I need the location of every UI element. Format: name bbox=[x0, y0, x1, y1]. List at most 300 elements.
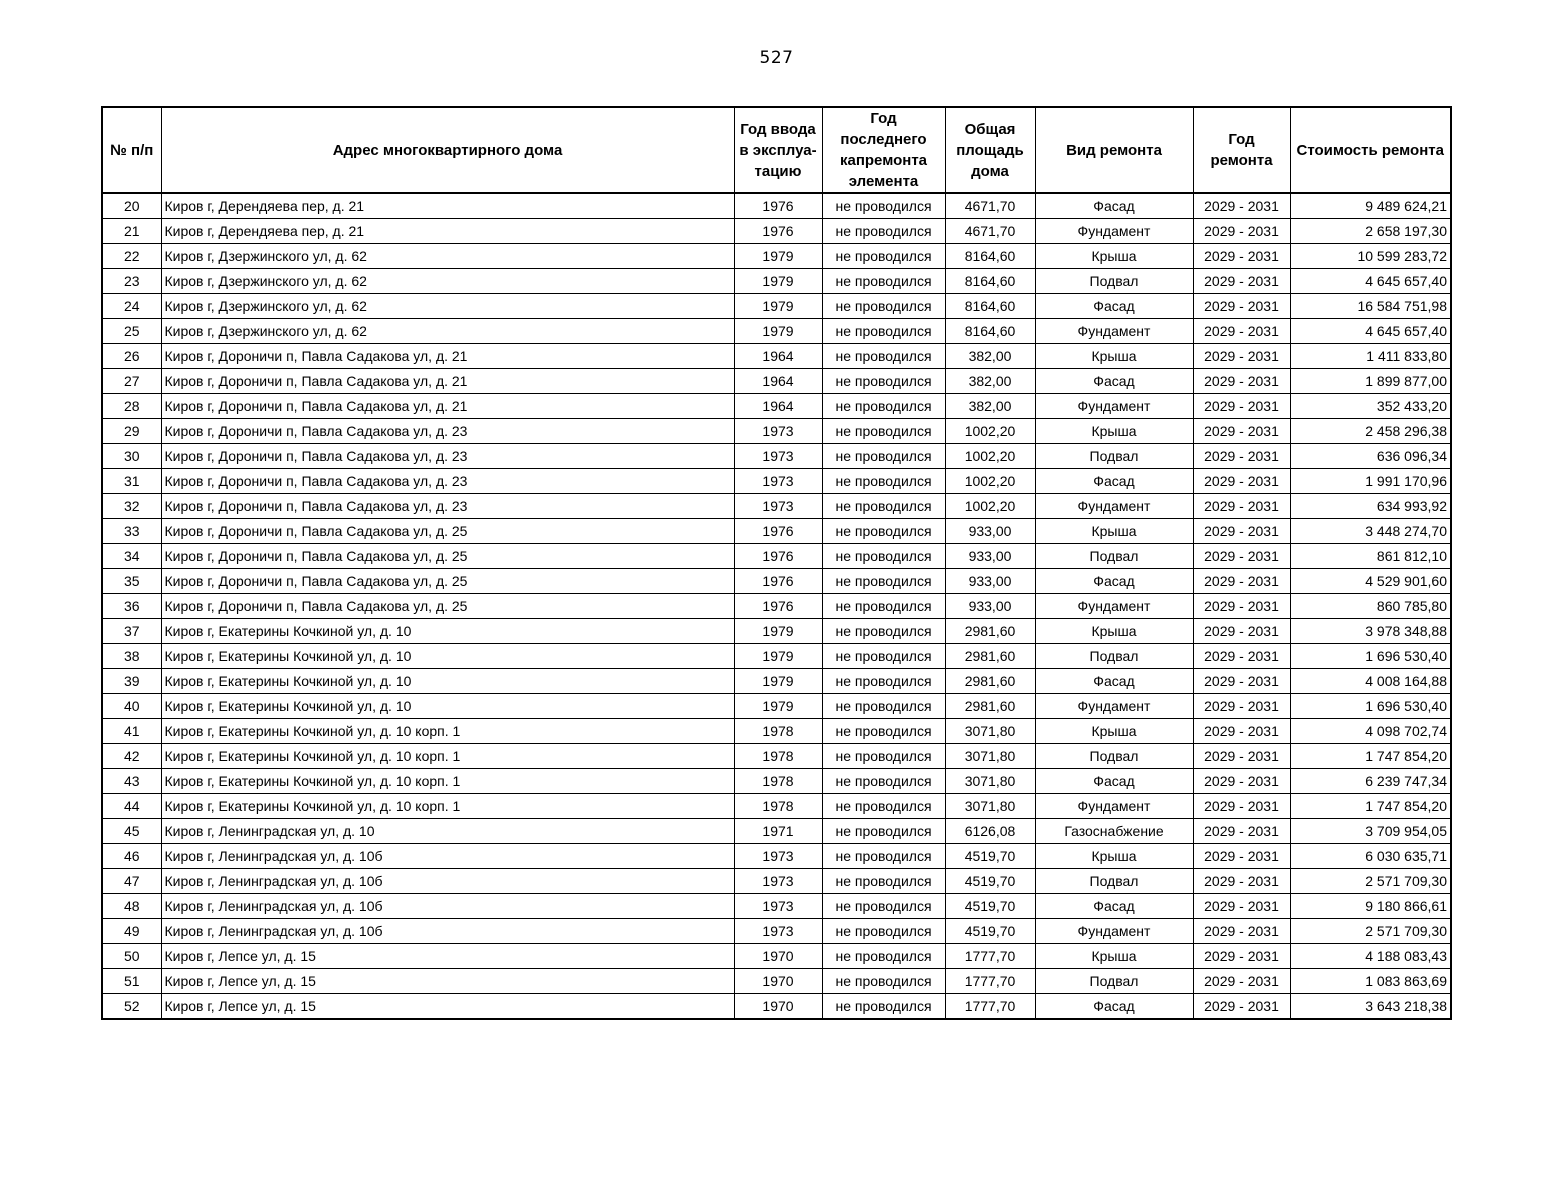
cell-last-repair: не проводился bbox=[822, 219, 945, 244]
cell-num: 51 bbox=[102, 969, 161, 994]
cell-address: Киров г, Дзержинского ул, д. 62 bbox=[161, 269, 734, 294]
cell-repair-type: Подвал bbox=[1035, 869, 1193, 894]
page-number: 527 bbox=[759, 48, 794, 68]
cell-repair-period: 2029 - 2031 bbox=[1193, 844, 1290, 869]
cell-address: Киров г, Екатерины Кочкиной ул, д. 10 bbox=[161, 669, 734, 694]
table-body bbox=[102, 193, 1451, 1019]
cell-repair-type: Крыша bbox=[1035, 344, 1193, 369]
header-num: № п/п bbox=[102, 107, 161, 193]
cell-num: 31 bbox=[102, 469, 161, 494]
cell-cost: 4 188 083,43 bbox=[1290, 944, 1451, 969]
cell-area: 1002,20 bbox=[945, 444, 1035, 469]
cell-num: 46 bbox=[102, 844, 161, 869]
cell-address: Киров г, Екатерины Кочкиной ул, д. 10 bbox=[161, 694, 734, 719]
cell-area: 382,00 bbox=[945, 394, 1035, 419]
cell-cost: 4 098 702,74 bbox=[1290, 719, 1451, 744]
cell-cost: 1 696 530,40 bbox=[1290, 644, 1451, 669]
cell-repair-period: 2029 - 2031 bbox=[1193, 894, 1290, 919]
cell-last-repair: не проводился bbox=[822, 244, 945, 269]
cell-last-repair: не проводился bbox=[822, 319, 945, 344]
table-row bbox=[102, 344, 1451, 369]
cell-year-built: 1978 bbox=[734, 719, 822, 744]
table-row bbox=[102, 719, 1451, 744]
cell-repair-period: 2029 - 2031 bbox=[1193, 344, 1290, 369]
cell-repair-period: 2029 - 2031 bbox=[1193, 944, 1290, 969]
cell-area: 382,00 bbox=[945, 369, 1035, 394]
cell-repair-period: 2029 - 2031 bbox=[1193, 969, 1290, 994]
cell-area: 2981,60 bbox=[945, 619, 1035, 644]
cell-area: 1777,70 bbox=[945, 944, 1035, 969]
cell-address: Киров г, Дороничи п, Павла Садакова ул, д. 25 bbox=[161, 569, 734, 594]
table-row bbox=[102, 744, 1451, 769]
cell-area: 6126,08 bbox=[945, 819, 1035, 844]
table-row bbox=[102, 494, 1451, 519]
cell-repair-type: Подвал bbox=[1035, 444, 1193, 469]
cell-repair-type: Фундамент bbox=[1035, 694, 1193, 719]
cell-repair-period: 2029 - 2031 bbox=[1193, 494, 1290, 519]
table-row bbox=[102, 369, 1451, 394]
table-row bbox=[102, 193, 1451, 219]
cell-repair-type: Фундамент bbox=[1035, 594, 1193, 619]
cell-num: 34 bbox=[102, 544, 161, 569]
cell-area: 933,00 bbox=[945, 544, 1035, 569]
cell-year-built: 1973 bbox=[734, 469, 822, 494]
cell-cost: 9 489 624,21 bbox=[1290, 193, 1451, 219]
cell-year-built: 1978 bbox=[734, 744, 822, 769]
cell-repair-period: 2029 - 2031 bbox=[1193, 769, 1290, 794]
cell-last-repair: не проводился bbox=[822, 419, 945, 444]
cell-last-repair: не проводился bbox=[822, 644, 945, 669]
cell-repair-type: Газоснабжение bbox=[1035, 819, 1193, 844]
cell-area: 1002,20 bbox=[945, 494, 1035, 519]
cell-cost: 4 529 901,60 bbox=[1290, 569, 1451, 594]
cell-num: 43 bbox=[102, 769, 161, 794]
cell-cost: 3 643 218,38 bbox=[1290, 994, 1451, 1020]
cell-repair-period: 2029 - 2031 bbox=[1193, 594, 1290, 619]
cell-repair-period: 2029 - 2031 bbox=[1193, 544, 1290, 569]
cell-repair-type: Фундамент bbox=[1035, 219, 1193, 244]
cell-repair-type: Крыша bbox=[1035, 619, 1193, 644]
cell-cost: 636 096,34 bbox=[1290, 444, 1451, 469]
cell-address: Киров г, Екатерины Кочкиной ул, д. 10 корп. 1 bbox=[161, 744, 734, 769]
cell-num: 23 bbox=[102, 269, 161, 294]
header-cost: Стоимость ремонта bbox=[1290, 107, 1451, 193]
cell-year-built: 1979 bbox=[734, 694, 822, 719]
cell-num: 32 bbox=[102, 494, 161, 519]
cell-last-repair: не проводился bbox=[822, 719, 945, 744]
cell-cost: 6 030 635,71 bbox=[1290, 844, 1451, 869]
cell-cost: 2 571 709,30 bbox=[1290, 919, 1451, 944]
cell-repair-type: Крыша bbox=[1035, 244, 1193, 269]
cell-cost: 16 584 751,98 bbox=[1290, 294, 1451, 319]
cell-last-repair: не проводился bbox=[822, 844, 945, 869]
cell-area: 1002,20 bbox=[945, 469, 1035, 494]
cell-repair-period: 2029 - 2031 bbox=[1193, 619, 1290, 644]
cell-repair-period: 2029 - 2031 bbox=[1193, 919, 1290, 944]
cell-area: 4519,70 bbox=[945, 844, 1035, 869]
cell-repair-type: Подвал bbox=[1035, 544, 1193, 569]
cell-address: Киров г, Ленинградская ул, д. 10б bbox=[161, 919, 734, 944]
cell-address: Киров г, Дороничи п, Павла Садакова ул, д. 25 bbox=[161, 544, 734, 569]
table-row bbox=[102, 669, 1451, 694]
cell-repair-period: 2029 - 2031 bbox=[1193, 419, 1290, 444]
header-repair-period: Год ремонта bbox=[1193, 107, 1290, 193]
cell-last-repair: не проводился bbox=[822, 444, 945, 469]
cell-num: 36 bbox=[102, 594, 161, 619]
cell-num: 47 bbox=[102, 869, 161, 894]
cell-address: Киров г, Екатерины Кочкиной ул, д. 10 корп. 1 bbox=[161, 769, 734, 794]
cell-year-built: 1970 bbox=[734, 969, 822, 994]
cell-repair-type: Подвал bbox=[1035, 269, 1193, 294]
cell-last-repair: не проводился bbox=[822, 994, 945, 1020]
cell-area: 1777,70 bbox=[945, 994, 1035, 1020]
cell-year-built: 1979 bbox=[734, 244, 822, 269]
cell-repair-type: Фундамент bbox=[1035, 919, 1193, 944]
cell-cost: 2 658 197,30 bbox=[1290, 219, 1451, 244]
repair-register-table bbox=[101, 106, 1452, 1020]
cell-year-built: 1964 bbox=[734, 369, 822, 394]
cell-last-repair: не проводился bbox=[822, 919, 945, 944]
cell-repair-period: 2029 - 2031 bbox=[1193, 219, 1290, 244]
cell-num: 52 bbox=[102, 994, 161, 1020]
cell-last-repair: не проводился bbox=[822, 569, 945, 594]
cell-year-built: 1973 bbox=[734, 419, 822, 444]
table-row bbox=[102, 844, 1451, 869]
cell-repair-period: 2029 - 2031 bbox=[1193, 694, 1290, 719]
cell-area: 2981,60 bbox=[945, 669, 1035, 694]
cell-address: Киров г, Ленинградская ул, д. 10б bbox=[161, 869, 734, 894]
cell-repair-period: 2029 - 2031 bbox=[1193, 394, 1290, 419]
cell-area: 3071,80 bbox=[945, 744, 1035, 769]
cell-address: Киров г, Лепсе ул, д. 15 bbox=[161, 944, 734, 969]
cell-last-repair: не проводился bbox=[822, 894, 945, 919]
cell-address: Киров г, Лепсе ул, д. 15 bbox=[161, 969, 734, 994]
cell-area: 4519,70 bbox=[945, 869, 1035, 894]
cell-year-built: 1976 bbox=[734, 544, 822, 569]
cell-num: 27 bbox=[102, 369, 161, 394]
cell-repair-type: Фундамент bbox=[1035, 319, 1193, 344]
cell-num: 49 bbox=[102, 919, 161, 944]
cell-num: 28 bbox=[102, 394, 161, 419]
cell-cost: 861 812,10 bbox=[1290, 544, 1451, 569]
table-row bbox=[102, 819, 1451, 844]
cell-area: 2981,60 bbox=[945, 644, 1035, 669]
cell-last-repair: не проводился bbox=[822, 344, 945, 369]
cell-num: 26 bbox=[102, 344, 161, 369]
cell-num: 40 bbox=[102, 694, 161, 719]
cell-cost: 3 448 274,70 bbox=[1290, 519, 1451, 544]
cell-last-repair: не проводился bbox=[822, 469, 945, 494]
table-row bbox=[102, 594, 1451, 619]
cell-repair-period: 2029 - 2031 bbox=[1193, 294, 1290, 319]
cell-year-built: 1976 bbox=[734, 569, 822, 594]
cell-address: Киров г, Дороничи п, Павла Садакова ул, д. 23 bbox=[161, 469, 734, 494]
cell-address: Киров г, Ленинградская ул, д. 10 bbox=[161, 819, 734, 844]
cell-address: Киров г, Дерендяева пер, д. 21 bbox=[161, 193, 734, 219]
cell-year-built: 1976 bbox=[734, 519, 822, 544]
cell-repair-period: 2029 - 2031 bbox=[1193, 744, 1290, 769]
cell-last-repair: не проводился bbox=[822, 619, 945, 644]
table-row bbox=[102, 619, 1451, 644]
table-row bbox=[102, 319, 1451, 344]
cell-last-repair: не проводился bbox=[822, 494, 945, 519]
cell-repair-type: Крыша bbox=[1035, 419, 1193, 444]
cell-year-built: 1970 bbox=[734, 944, 822, 969]
cell-area: 4671,70 bbox=[945, 219, 1035, 244]
cell-year-built: 1979 bbox=[734, 619, 822, 644]
cell-last-repair: не проводился bbox=[822, 794, 945, 819]
cell-year-built: 1973 bbox=[734, 894, 822, 919]
cell-repair-type: Фасад bbox=[1035, 769, 1193, 794]
cell-last-repair: не проводился bbox=[822, 594, 945, 619]
cell-repair-period: 2029 - 2031 bbox=[1193, 193, 1290, 219]
header-last-repair: Год последнего капремонта элемента bbox=[822, 107, 945, 193]
cell-cost: 352 433,20 bbox=[1290, 394, 1451, 419]
cell-num: 38 bbox=[102, 644, 161, 669]
table-row bbox=[102, 544, 1451, 569]
cell-year-built: 1979 bbox=[734, 319, 822, 344]
cell-address: Киров г, Дороничи п, Павла Садакова ул, д. 23 bbox=[161, 494, 734, 519]
table-row bbox=[102, 519, 1451, 544]
cell-year-built: 1978 bbox=[734, 794, 822, 819]
cell-year-built: 1973 bbox=[734, 919, 822, 944]
cell-repair-type: Фасад bbox=[1035, 294, 1193, 319]
cell-repair-type: Фундамент bbox=[1035, 394, 1193, 419]
table-row bbox=[102, 769, 1451, 794]
table-header bbox=[102, 107, 1451, 193]
cell-num: 39 bbox=[102, 669, 161, 694]
cell-year-built: 1973 bbox=[734, 869, 822, 894]
cell-last-repair: не проводился bbox=[822, 944, 945, 969]
table-row bbox=[102, 469, 1451, 494]
cell-area: 1002,20 bbox=[945, 419, 1035, 444]
table-row bbox=[102, 894, 1451, 919]
table-row bbox=[102, 569, 1451, 594]
cell-address: Киров г, Дороничи п, Павла Садакова ул, д. 23 bbox=[161, 419, 734, 444]
cell-last-repair: не проводился bbox=[822, 519, 945, 544]
cell-area: 382,00 bbox=[945, 344, 1035, 369]
cell-cost: 4 645 657,40 bbox=[1290, 319, 1451, 344]
table-row bbox=[102, 419, 1451, 444]
cell-address: Киров г, Екатерины Кочкиной ул, д. 10 bbox=[161, 619, 734, 644]
cell-num: 50 bbox=[102, 944, 161, 969]
cell-area: 2981,60 bbox=[945, 694, 1035, 719]
cell-cost: 10 599 283,72 bbox=[1290, 244, 1451, 269]
cell-repair-period: 2029 - 2031 bbox=[1193, 644, 1290, 669]
cell-repair-type: Крыша bbox=[1035, 719, 1193, 744]
cell-cost: 4 645 657,40 bbox=[1290, 269, 1451, 294]
cell-repair-type: Фундамент bbox=[1035, 794, 1193, 819]
cell-address: Киров г, Екатерины Кочкиной ул, д. 10 корп. 1 bbox=[161, 719, 734, 744]
cell-repair-type: Фасад bbox=[1035, 369, 1193, 394]
table-row bbox=[102, 269, 1451, 294]
cell-last-repair: не проводился bbox=[822, 193, 945, 219]
cell-year-built: 1970 bbox=[734, 994, 822, 1020]
cell-year-built: 1973 bbox=[734, 444, 822, 469]
cell-address: Киров г, Дзержинского ул, д. 62 bbox=[161, 244, 734, 269]
table-row bbox=[102, 444, 1451, 469]
cell-repair-period: 2029 - 2031 bbox=[1193, 569, 1290, 594]
cell-year-built: 1978 bbox=[734, 769, 822, 794]
cell-repair-period: 2029 - 2031 bbox=[1193, 794, 1290, 819]
cell-repair-type: Фундамент bbox=[1035, 494, 1193, 519]
cell-last-repair: не проводился bbox=[822, 969, 945, 994]
cell-year-built: 1979 bbox=[734, 669, 822, 694]
cell-num: 41 bbox=[102, 719, 161, 744]
cell-num: 29 bbox=[102, 419, 161, 444]
cell-area: 3071,80 bbox=[945, 769, 1035, 794]
cell-num: 21 bbox=[102, 219, 161, 244]
cell-address: Киров г, Ленинградская ул, д. 10б bbox=[161, 894, 734, 919]
cell-last-repair: не проводился bbox=[822, 269, 945, 294]
table-row bbox=[102, 694, 1451, 719]
cell-address: Киров г, Екатерины Кочкиной ул, д. 10 bbox=[161, 644, 734, 669]
header-row bbox=[102, 107, 1451, 193]
cell-cost: 1 747 854,20 bbox=[1290, 794, 1451, 819]
cell-repair-type: Подвал bbox=[1035, 969, 1193, 994]
cell-cost: 1 696 530,40 bbox=[1290, 694, 1451, 719]
cell-year-built: 1979 bbox=[734, 269, 822, 294]
cell-cost: 634 993,92 bbox=[1290, 494, 1451, 519]
cell-repair-type: Фасад bbox=[1035, 193, 1193, 219]
cell-cost: 9 180 866,61 bbox=[1290, 894, 1451, 919]
table-row bbox=[102, 394, 1451, 419]
cell-repair-period: 2029 - 2031 bbox=[1193, 369, 1290, 394]
cell-address: Киров г, Дороничи п, Павла Садакова ул, д. 21 bbox=[161, 394, 734, 419]
cell-num: 42 bbox=[102, 744, 161, 769]
cell-num: 48 bbox=[102, 894, 161, 919]
cell-repair-period: 2029 - 2031 bbox=[1193, 269, 1290, 294]
cell-last-repair: не проводился bbox=[822, 744, 945, 769]
cell-cost: 1 411 833,80 bbox=[1290, 344, 1451, 369]
cell-repair-type: Подвал bbox=[1035, 644, 1193, 669]
table-row bbox=[102, 794, 1451, 819]
cell-num: 24 bbox=[102, 294, 161, 319]
cell-cost: 860 785,80 bbox=[1290, 594, 1451, 619]
cell-area: 8164,60 bbox=[945, 294, 1035, 319]
cell-repair-period: 2029 - 2031 bbox=[1193, 319, 1290, 344]
table-row bbox=[102, 969, 1451, 994]
cell-last-repair: не проводился bbox=[822, 544, 945, 569]
cell-cost: 6 239 747,34 bbox=[1290, 769, 1451, 794]
cell-num: 35 bbox=[102, 569, 161, 594]
table-row bbox=[102, 994, 1451, 1020]
table-row bbox=[102, 869, 1451, 894]
cell-cost: 1 083 863,69 bbox=[1290, 969, 1451, 994]
cell-num: 20 bbox=[102, 193, 161, 219]
cell-area: 933,00 bbox=[945, 569, 1035, 594]
cell-last-repair: не проводился bbox=[822, 869, 945, 894]
cell-address: Киров г, Дзержинского ул, д. 62 bbox=[161, 294, 734, 319]
cell-address: Киров г, Ленинградская ул, д. 10б bbox=[161, 844, 734, 869]
cell-area: 4519,70 bbox=[945, 894, 1035, 919]
cell-year-built: 1976 bbox=[734, 594, 822, 619]
cell-cost: 1 899 877,00 bbox=[1290, 369, 1451, 394]
header-area: Общая площадь дома bbox=[945, 107, 1035, 193]
cell-year-built: 1979 bbox=[734, 294, 822, 319]
cell-area: 3071,80 bbox=[945, 719, 1035, 744]
cell-address: Киров г, Дороничи п, Павла Садакова ул, д. 21 bbox=[161, 369, 734, 394]
cell-address: Киров г, Дзержинского ул, д. 62 bbox=[161, 319, 734, 344]
cell-cost: 2 571 709,30 bbox=[1290, 869, 1451, 894]
cell-year-built: 1964 bbox=[734, 394, 822, 419]
cell-num: 25 bbox=[102, 319, 161, 344]
table-row bbox=[102, 944, 1451, 969]
cell-last-repair: не проводился bbox=[822, 669, 945, 694]
cell-cost: 3 978 348,88 bbox=[1290, 619, 1451, 644]
cell-last-repair: не проводился bbox=[822, 694, 945, 719]
cell-year-built: 1973 bbox=[734, 494, 822, 519]
cell-num: 37 bbox=[102, 619, 161, 644]
cell-repair-period: 2029 - 2031 bbox=[1193, 669, 1290, 694]
cell-year-built: 1976 bbox=[734, 219, 822, 244]
cell-repair-type: Подвал bbox=[1035, 744, 1193, 769]
header-repair-type: Вид ремонта bbox=[1035, 107, 1193, 193]
cell-area: 4519,70 bbox=[945, 919, 1035, 944]
cell-last-repair: не проводился bbox=[822, 769, 945, 794]
cell-area: 933,00 bbox=[945, 519, 1035, 544]
cell-repair-period: 2029 - 2031 bbox=[1193, 469, 1290, 494]
cell-repair-type: Фасад bbox=[1035, 569, 1193, 594]
cell-cost: 2 458 296,38 bbox=[1290, 419, 1451, 444]
header-year-built: Год ввода в эксплуа-тацию bbox=[734, 107, 822, 193]
table-row bbox=[102, 294, 1451, 319]
cell-area: 933,00 bbox=[945, 594, 1035, 619]
cell-year-built: 1971 bbox=[734, 819, 822, 844]
cell-repair-period: 2029 - 2031 bbox=[1193, 869, 1290, 894]
cell-area: 1777,70 bbox=[945, 969, 1035, 994]
cell-repair-type: Крыша bbox=[1035, 844, 1193, 869]
cell-num: 33 bbox=[102, 519, 161, 544]
cell-last-repair: не проводился bbox=[822, 394, 945, 419]
cell-repair-type: Фасад bbox=[1035, 894, 1193, 919]
cell-num: 22 bbox=[102, 244, 161, 269]
cell-year-built: 1973 bbox=[734, 844, 822, 869]
cell-area: 8164,60 bbox=[945, 269, 1035, 294]
header-address: Адрес многоквартирного дома bbox=[161, 107, 734, 193]
cell-address: Киров г, Дороничи п, Павла Садакова ул, д. 25 bbox=[161, 519, 734, 544]
cell-cost: 3 709 954,05 bbox=[1290, 819, 1451, 844]
cell-repair-type: Фасад bbox=[1035, 669, 1193, 694]
cell-last-repair: не проводился bbox=[822, 369, 945, 394]
cell-repair-period: 2029 - 2031 bbox=[1193, 819, 1290, 844]
cell-repair-type: Крыша bbox=[1035, 944, 1193, 969]
cell-repair-period: 2029 - 2031 bbox=[1193, 444, 1290, 469]
cell-year-built: 1979 bbox=[734, 644, 822, 669]
table-row bbox=[102, 644, 1451, 669]
cell-area: 4671,70 bbox=[945, 193, 1035, 219]
cell-area: 8164,60 bbox=[945, 319, 1035, 344]
cell-address: Киров г, Екатерины Кочкиной ул, д. 10 корп. 1 bbox=[161, 794, 734, 819]
cell-num: 44 bbox=[102, 794, 161, 819]
cell-repair-type: Крыша bbox=[1035, 519, 1193, 544]
cell-cost: 1 991 170,96 bbox=[1290, 469, 1451, 494]
table-row bbox=[102, 219, 1451, 244]
table-row bbox=[102, 244, 1451, 269]
table-row bbox=[102, 919, 1451, 944]
cell-num: 30 bbox=[102, 444, 161, 469]
cell-repair-period: 2029 - 2031 bbox=[1193, 994, 1290, 1020]
cell-address: Киров г, Дерендяева пер, д. 21 bbox=[161, 219, 734, 244]
cell-repair-type: Фасад bbox=[1035, 469, 1193, 494]
cell-address: Киров г, Дороничи п, Павла Садакова ул, д. 23 bbox=[161, 444, 734, 469]
cell-area: 8164,60 bbox=[945, 244, 1035, 269]
cell-cost: 4 008 164,88 bbox=[1290, 669, 1451, 694]
cell-num: 45 bbox=[102, 819, 161, 844]
cell-area: 3071,80 bbox=[945, 794, 1035, 819]
cell-year-built: 1964 bbox=[734, 344, 822, 369]
cell-address: Киров г, Дороничи п, Павла Садакова ул, д. 25 bbox=[161, 594, 734, 619]
